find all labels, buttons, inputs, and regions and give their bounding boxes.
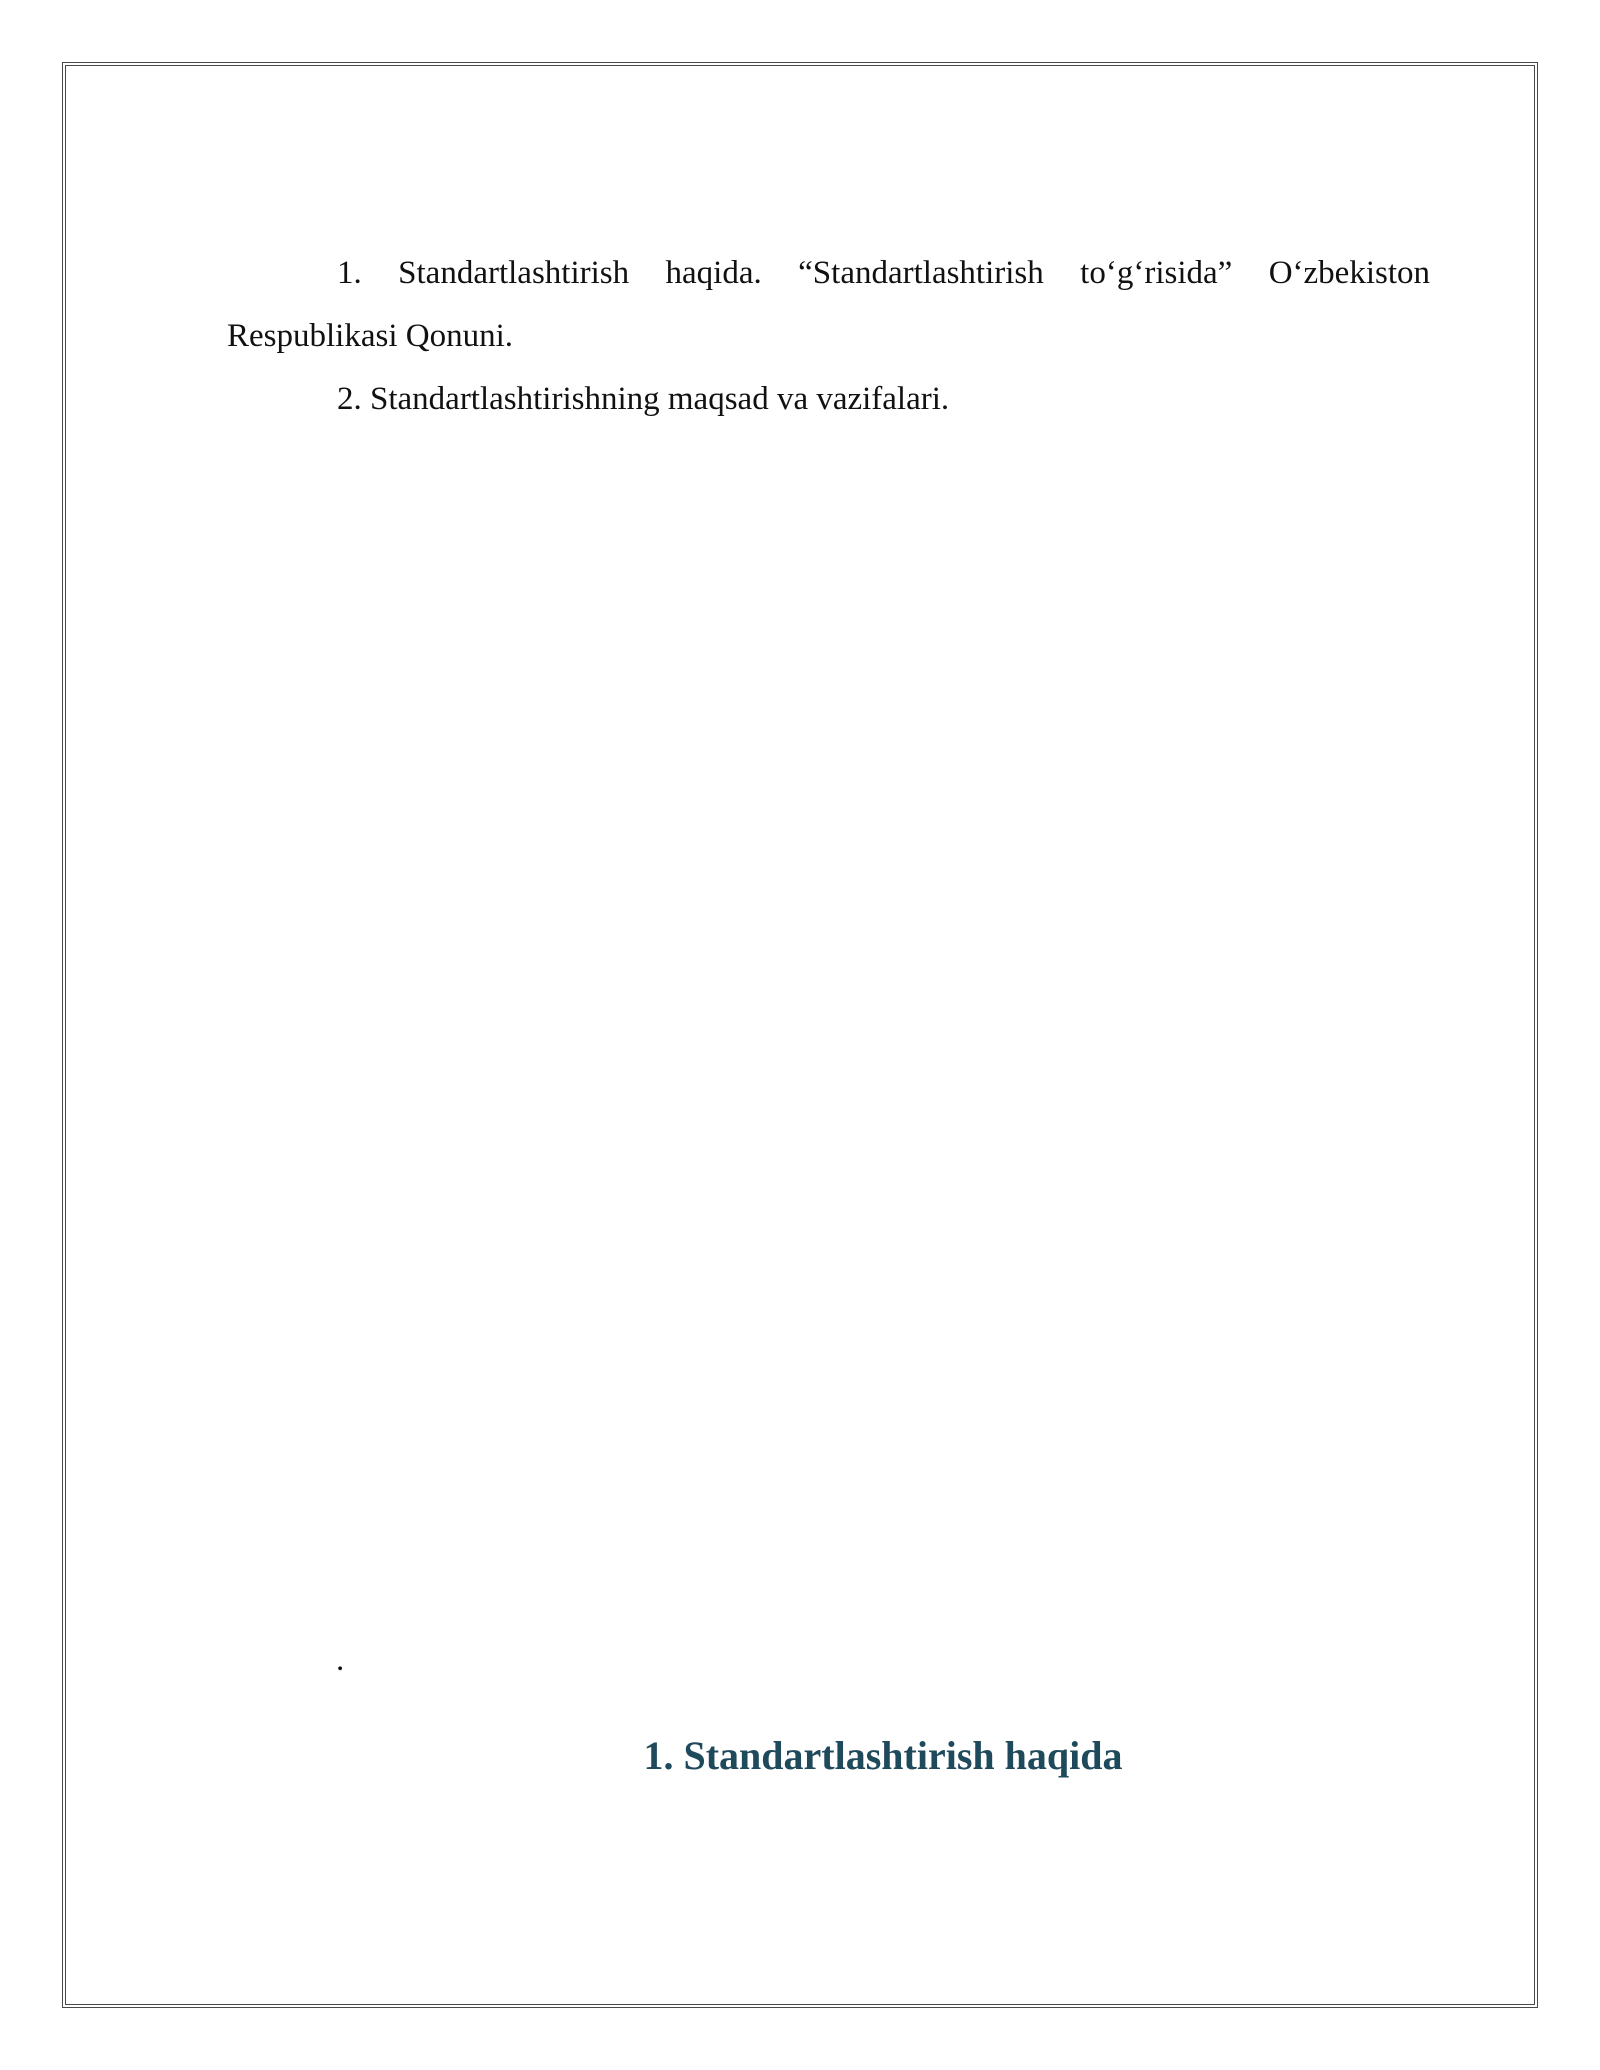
outline-item-2: 2. Standartlashtirishning maqsad va vazifalari. <box>337 381 950 417</box>
stray-period: . <box>336 1642 345 1678</box>
outline-item-1: 1. Standartlashtirish haqida. “Standartlashtirish to‘g‘risida” O‘zbekiston Respublikasi Qonuni. <box>227 255 1430 354</box>
section-heading: 1. Standartlashtirish haqida <box>643 1733 1123 1778</box>
